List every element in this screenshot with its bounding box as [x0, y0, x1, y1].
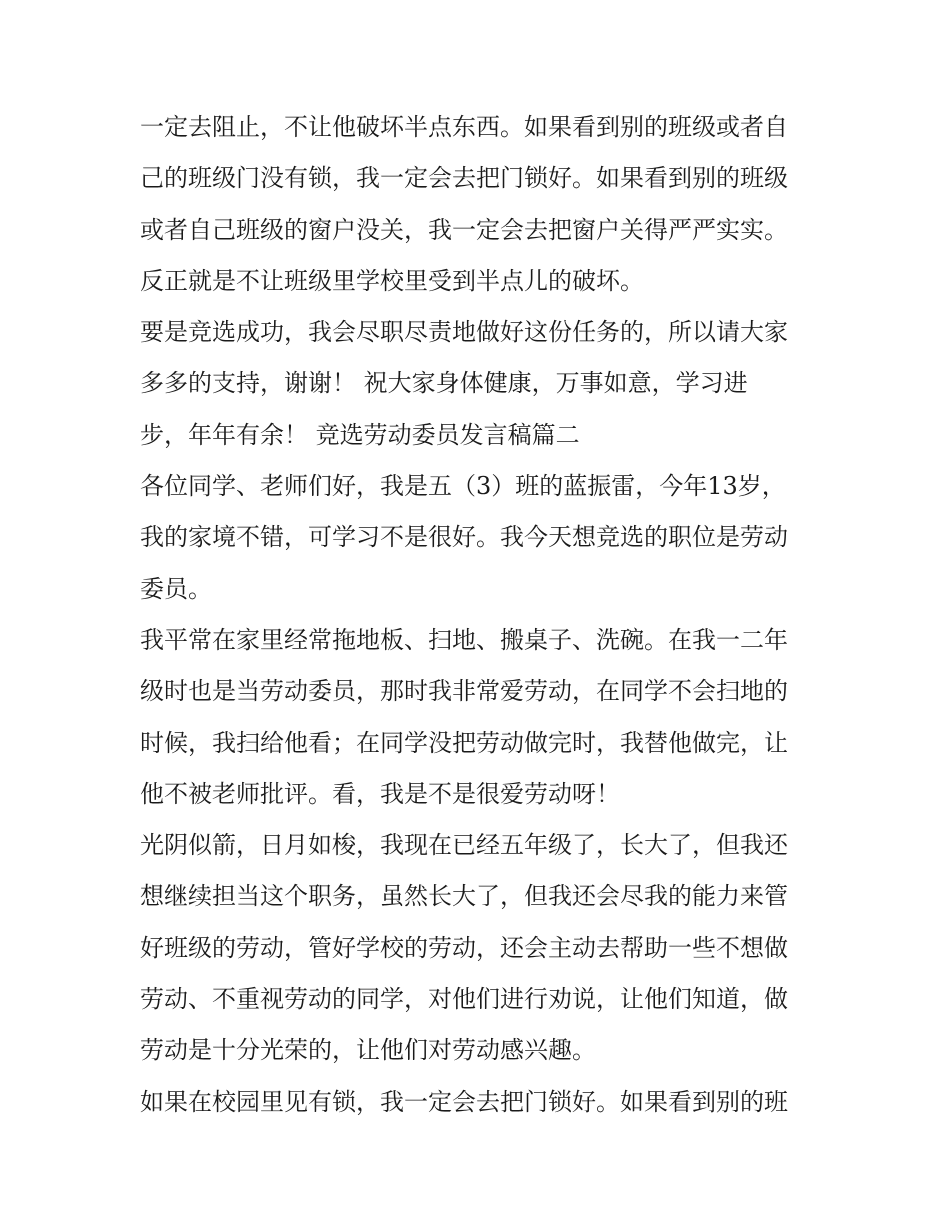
text-line: 我的家境不错，可学习不是很好。我今天想竞选的职位是劳动 [140, 523, 788, 552]
text-line: 各位同学、老师们好，我是五（3）班的蓝振雷，今年13岁， [140, 472, 786, 501]
text-line: 时候，我扫给他看；在同学没把劳动做完时，我替他做完，让 [140, 728, 788, 757]
text-line: 想继续担当这个职务，虽然长大了，但我还会尽我的能力来管 [140, 882, 788, 911]
text-line: 己的班级门没有锁，我一定会去把门锁好。如果看到别的班级 [140, 164, 788, 193]
text-line: 多多的支持，谢谢！ 祝大家身体健康，万事如意，学习进 [140, 369, 748, 398]
text-line: 好班级的劳动，管好学校的劳动，还会主动去帮助一些不想做 [140, 933, 788, 962]
text-line: 光阴似箭，日月如梭，我现在已经五年级了，长大了，但我还 [140, 831, 788, 860]
text-line: 委员。 [140, 574, 212, 603]
text-line: 级时也是当劳动委员，那时我非常爱劳动，在同学不会扫地的 [140, 677, 788, 706]
document-body [140, 102, 820, 1128]
text-line: 反正就是不让班级里学校里受到半点儿的破坏。 [140, 266, 644, 295]
text-line: 步，年年有余！ 竞选劳动委员发言稿篇二 [140, 420, 580, 449]
text-line: 劳动是十分光荣的，让他们对劳动感兴趣。 [140, 1036, 596, 1065]
text-line: 劳动、不重视劳动的同学，对他们进行劝说，让他们知道，做 [140, 985, 788, 1014]
text-line: 他不被老师批评。看，我是不是很爱劳动呀！ [140, 779, 620, 808]
text-line: 一定去阻止，不让他破坏半点东西。如果看到别的班级或者自 [140, 113, 788, 141]
text-line: 如果在校园里见有锁，我一定会去把门锁好。如果看到别的班 [140, 1087, 788, 1116]
text-line: 或者自己班级的窗户没关，我一定会去把窗户关得严严实实。 [140, 215, 788, 244]
text-line: 我平常在家里经常拖地板、扫地、搬桌子、洗碗。在我一二年 [140, 625, 788, 654]
text-line: 要是竞选成功，我会尽职尽责地做好这份任务的，所以请大家 [140, 318, 788, 347]
